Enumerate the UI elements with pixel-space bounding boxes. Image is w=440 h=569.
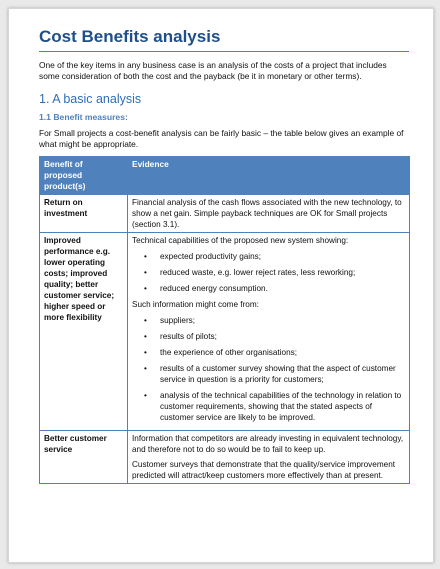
row-label-improved-performance: Improved performance e.g. lower operating costs; improved quality; better customer service; higher speed or more flexibility	[40, 233, 128, 431]
evidence-customer-surveys: Customer surveys that demonstrate that the quality/service improvement predicted will attract/keep customers more effectively than at present.	[132, 460, 396, 480]
bullet-icon: •	[144, 332, 147, 341]
subsection-heading: 1.1 Benefit measures:	[39, 112, 128, 122]
bullet-icon: •	[144, 268, 147, 277]
intro-paragraph: One of the key items in any business case is an analysis of the costs of a project that includes some consideration of both the cost and the payback (be it in monetary or other terms).	[39, 60, 387, 81]
document-page	[8, 8, 434, 563]
evidence-lead: Technical capabilities of the proposed new system showing:	[132, 236, 349, 245]
bullet-icon: •	[144, 284, 147, 293]
evidence-lead-sources: Such information might come from:	[132, 300, 259, 309]
list-item: • the experience of other organisations;	[144, 348, 298, 357]
row-evidence-improved-performance	[128, 233, 410, 431]
sub-intro-paragraph: For Small projects a cost-benefit analysis can be fairly basic – the table below gives an example of what might be appropriate.	[39, 128, 404, 149]
list-item: • results of pilots;	[144, 332, 217, 341]
bullet-list-capabilities	[132, 251, 405, 294]
section-heading: 1. A basic analysis	[39, 92, 142, 106]
table-row	[40, 431, 410, 484]
evidence-competitors: Information that competitors are already investing in equivalent technology, and therefore not to do so would be to fail to keep up.	[132, 434, 404, 454]
bullet-icon: •	[144, 364, 147, 373]
table-row	[40, 233, 410, 431]
list-item: • reduced waste, e.g. lower reject rates, less reworking;	[144, 268, 356, 277]
document-title: Cost Benefits analysis	[39, 27, 221, 46]
list-item: • reduced energy consumption.	[144, 284, 268, 293]
row-label-return-on-investment: Return on investment	[40, 195, 128, 233]
benefits-table	[39, 156, 410, 484]
header-benefit: Benefit of proposed product(s)	[40, 157, 128, 195]
row-label-better-customer-service: Better customer service	[40, 431, 128, 484]
bullet-icon: •	[144, 348, 147, 357]
row-evidence-return-on-investment: Financial analysis of the cash flows associated with the new technology, to show a net gain. Simple payback techniques are OK for Small projects (section 3.1).	[128, 195, 410, 233]
bullet-icon: •	[144, 252, 147, 261]
document-body	[39, 27, 409, 484]
bullet-icon: •	[144, 316, 147, 325]
list-item: • expected productivity gains;	[144, 252, 262, 261]
list-item: • suppliers;	[144, 316, 196, 325]
title-underline	[39, 51, 409, 52]
bullet-list-sources	[132, 315, 405, 423]
table-header-row	[40, 157, 410, 195]
list-item: • analysis of the technical capabilities of the technology in relation to customer requirements, showing that the stated aspects of customer service are likely to be improved.	[144, 391, 402, 422]
bullet-icon: •	[144, 391, 147, 400]
row-evidence-better-customer-service	[128, 431, 410, 484]
header-evidence: Evidence	[128, 157, 410, 195]
list-item: • results of a customer survey showing that the aspect of customer service in question is a priority for customers;	[144, 364, 396, 384]
table-row	[40, 195, 410, 233]
